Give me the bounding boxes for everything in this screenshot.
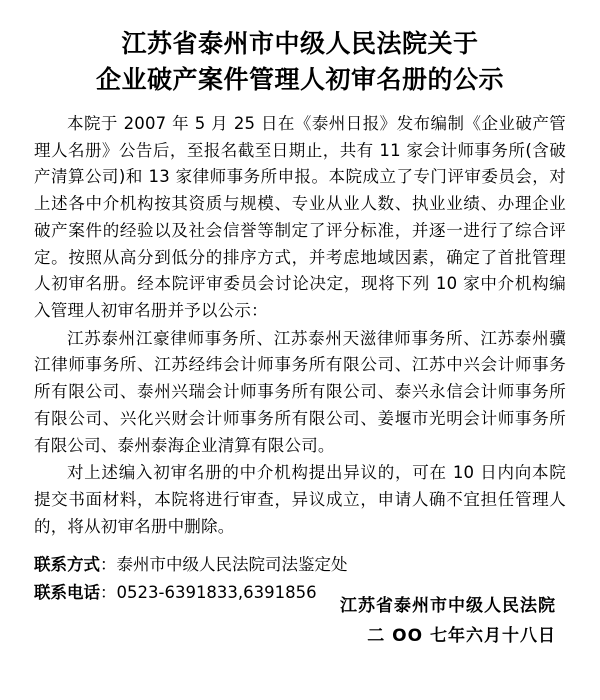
signature-issuer: 江苏省泰州市中级人民法院 [340, 595, 556, 616]
contact-phone-separator: ： [100, 582, 117, 602]
contact-phone-value: 0523-6391833,6391856 [116, 582, 317, 602]
signature-date: 二 OO 七年六月十八日 [367, 626, 556, 647]
contact-address-separator: ： [100, 554, 117, 574]
signature-block [340, 591, 556, 652]
contact-address-value: 泰州市中级人民法院司法鉴定处 [116, 554, 348, 574]
document-body [34, 111, 566, 541]
contact-phone-label: 联系电话 [34, 582, 100, 602]
page-title [34, 26, 566, 97]
body-paragraph-3: 对上述编入初审名册的中介机构提出异议的，可在 10 日内向本院提交书面材料，本院将进行审查，异议成立，申请人确不宜担任管理人的，将从初审名册中删除。 [34, 463, 566, 536]
page-title-line-1: 江苏省泰州市中级人民法院关于 [121, 29, 479, 58]
contact-address-line [34, 551, 566, 579]
page-title-line-2: 企业破产案件管理人初审名册的公示 [95, 64, 504, 94]
contact-address-label: 联系方式 [34, 554, 100, 574]
body-paragraph-1: 本院于 2007 年 5 月 25 日在《泰州日报》发布编制《企业破产管理人名册》公告后，至报名截至日期止，共有 11 家会计师事务所(含破产清算公司)和 13 家律师事务所申报。本院成立了专门评审委员会，对上述各中介机构按其资质与规模、专业从业人数、执业业绩、办理企业破产案件的经验以及社会信誉等制定了评分标准，并逐一进行了综合评定。按照从高分到低分的排序方式，并考虑地域因素，确定了首批管理人初审名册。经本院评审委员会讨论决定，现将下列 10 家中介机构编入管理人初审名册并予以公示： [34, 114, 566, 321]
body-paragraph-2: 江苏泰州江豪律师事务所、江苏泰州天滋律师事务所、江苏泰州骥江律师事务所、江苏经纬会计师事务所有限公司、江苏中兴会计师事务所有限公司、泰州兴瑞会计师事务所有限公司、泰兴永信会计师事务所有限公司、兴化兴财会计师事务所有限公司、姜堰市光明会计师事务所有限公司、泰州泰海企业清算有限公司。 [34, 328, 566, 455]
